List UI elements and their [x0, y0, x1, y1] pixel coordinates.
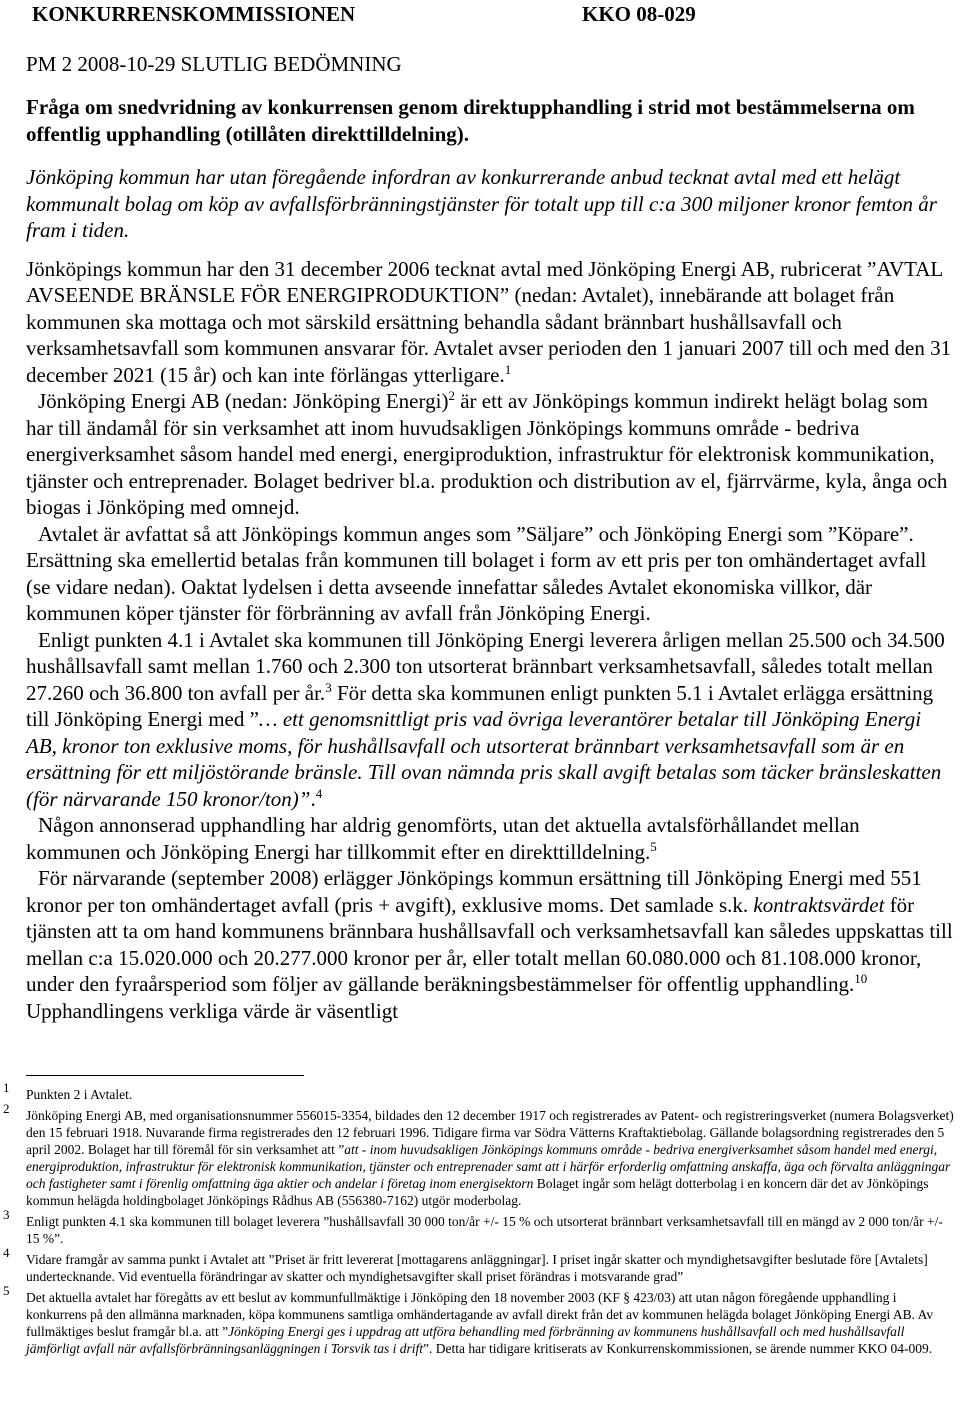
summary-paragraph: Jönköping kommun har utan föregående infordran av konkurrerande anbud tecknat avtal med ett helägt kommunalt bolag om köp av avfallsförbränningstjänster för totalt upp till c:a 300 miljoner kronor femton år fram i tiden. — [26, 165, 937, 242]
footnote-ref[interactable]: 4 — [315, 785, 323, 801]
footnote-2: 2 Jönköping Energi AB, med organisationsnummer 556015-3354, bildades den 12 december 1917 och registrerades av Patent- och registreringsverket (numera Bolagsverket) den 15 februari 1918. Nuvarande firma registrerades den 12 februari 1996. Tidigare firma var Södra Vätterns Kraftaktiebolag. Gällande bolagsordning registrerades den 5 april 2002. Bolaget har till föremål för sin verksamhet att ”att - inom huvudsakligen Jönköpings kommuns område - bedriva energiverksamhet såsom handel med energi, energiproduktion, infrastruktur för elektronisk kommunikation, tjänster och entreprenader samt att i härför erforderlig omfattning anskaffa, äga och förvalta anläggningar och fastigheter samt i förenlig omfattning äga aktier och andelar i företag inom energisektorn Bolaget ingår som helägt dotterbolag i en koncern där det av Jönköpings kommun helägda holdingbolaget Jönköpings Rådhus AB (556380-7162) utgör moderbolag. — [3, 1101, 954, 1208]
footnote-3: 3 Enligt punkten 4.1 ska kommunen till bolaget leverera ”hushållsavfall 30 000 ton/år +/- 15 % och utsorterat brännbart verksamhetsavfall till en mängd av 2 000 ton/år +/- 15 %”. — [3, 1207, 943, 1246]
footnote-number: 1 — [3, 1080, 10, 1095]
footnote-1: 1 Punkten 2 i Avtalet. — [3, 1080, 133, 1102]
footnote-number: 5 — [3, 1283, 10, 1298]
main-text — [26, 164, 956, 1024]
paragraph-2: Jönköping Energi AB (nedan: Jönköping Energi)$^2$ är ett av Jönköpings kommun indirekt helägt bolag som har till ändamål för sin verksamhet att inom huvudsakligen Jönköpings kommuns område - bedriva energiverksamhet såsom handel med energi, energiproduktion, infrastruktur för elektronisk kommunikation, tjänster och entreprenader. Bolaget bedriver bl.a. produktion och distribution av el, fjärrvärme, kyla, ånga och biogas i Jönköping med omnejd. — [26, 388, 948, 519]
paragraph-6: För närvarande (september 2008) erlägger Jönköpings kommun ersättning till Jönköping Energi med 551 kronor per ton omhändertaget avfall (pris + avgift), exklusive moms. Det samlade s.k. kontraktsvärdet för tjänsten att ta om hand kommunens brännbara hushållsavfall och verksamhetsavfall kan således uppskattas till mellan c:a 15.020.000 och 20.277.000 kronor per år, eller totalt mellan 60.080.000 och 81.108.000 kronor, under den fyraårsperiod som följer av gällande beräkningsbestämmelser för offentlig upphandling.$^{10}$ Upphandlingens verkliga värde är väsentligt — [26, 866, 953, 1023]
footnote-ref[interactable]: 2 — [448, 388, 455, 403]
footnote-ref[interactable]: 5 — [650, 838, 657, 854]
footnote-ref[interactable]: 10 — [854, 971, 868, 986]
footnote-number: 4 — [3, 1245, 10, 1260]
header-org: KONKURRENSKOMMISSIONEN — [32, 2, 356, 26]
question-heading: Fråga om snedvridning av konkurrensen genom direktupphandling i strid mot bestämmelserna om offentlig upphandling (otillåten direkttilldelning). — [26, 95, 915, 146]
footnote-number: 3 — [3, 1207, 10, 1222]
footnote-ref[interactable]: 3 — [325, 679, 332, 695]
header-case-number: KKO 08-029 — [582, 2, 696, 26]
paragraph-1: Jönköpings kommun har den 31 december 2006 tecknat avtal med Jönköping Energi AB, rubricerat ”AVTAL AVSEENDE BRÄNSLE FÖR ENERGIPRODUKTION” (nedan: Avtalet), innebärande att bolaget från kommunen ska mottaga och mot särskild ersättning behandla sådant brännbart hushållsavfall och verksamhetsavfall som kommunen ansvarar för. Avtalet avser perioden den 1 januari 2007 till och med den 31 december 2021 (15 år) och kan inte förlängas ytterligare.$^1$ — [26, 256, 952, 387]
quote-italic: … ett genomsnittligt pris vad övriga leverantörer betalar till Jönköping Energi AB, kronor ton exklusive moms, för hushållsavfall och utsorterat brännbart verksamhetsavfall som är en ersättning för ett miljöstörande bränsle. Till ovan nämnda pris skall avgift betalas som täcker bränsleskatten (för närvarande 150 kronor/ton)” — [26, 707, 942, 811]
paragraph-5: Någon annonserad upphandling har aldrig genomförts, utan det aktuella avtalsförhållandet mellan kommunen och Jönköping Energi har tillkommit efter en direkttilldelning.$^5$ — [26, 813, 860, 864]
footnotes — [0, 1080, 960, 1361]
pm-line: PM 2 2008-10-29 SLUTLIG BEDÖMNING — [26, 52, 402, 76]
paragraph-4: Enligt punkten 4.1 i Avtalet ska kommunen till Jönköping Energi leverera årligen mellan 25.500 och 34.500 hushållsavfall samt mellan 1.760 och 2.300 ton utsorterat brännbart verksamhetsavfall, således totalt mellan 27.260 och 36.800 ton avfall per år.$^3$ För detta ska kommunen enligt punkten 5.1 i Avtalet erlägga ersättning till Jönköping Energi med ”… ett genomsnittligt pris vad övriga leverantörer betalar till Jönköping Energi AB, kronor ton exklusive moms, för hushållsavfall och utsorterat brännbart verksamhetsavfall som är en ersättning för ett miljöstörande bränsle. Till ovan nämnda pris skall avgift betalas som täcker bränsleskatten (för närvarande 150 kronor/ton)”.$^4$ — [26, 627, 945, 811]
term-italic: kontraktsvärdet — [753, 892, 885, 917]
footnote-5: 5 Det aktuella avtalet har föregåtts av ett beslut av kommunfullmäktige i Jönköping den 18 november 2003 (KF § 423/03) att utan någon föregående upphandling i konkurrens på den allmänna marknaden, köpa kommunens samtliga omhändertagande av avfall direkt från det av kommunen helägda bolaget Jönköping Energi AB. Av fullmäktiges beslut framgår bl.a. att ”Jönköping Energi ges i uppdrag att utföra behandling med förbränning av kommunens hushållsavfall och med hushållsavfall jämförligt avfall när avfallsförbränningsanläggningen i Torsvik tas i drift”. Detta har tidigare kritiserats av Konkurrenskommissionen, se ärende nummer KKO 04-009. — [3, 1283, 934, 1356]
footnote-divider — [26, 1075, 304, 1076]
footnote-ref[interactable]: 1 — [504, 361, 512, 377]
paragraph-3: Avtalet är avfattat så att Jönköpings kommun anges som ”Säljare” och Jönköping Energi som ”Köpare”. Ersättning ska emellertid betalas från kommunen till bolaget i form av ett pris per ton omhändertaget avfall (se vidare nedan). Oaktat lydelsen i detta avseende innefattar således Avtalet ekonomiska villkor, där kommunen köper tjänster för förbränning av avfall från Jönköping Energi. — [26, 521, 927, 625]
footnote-4: 4 Vidare framgår av samma punkt i Avtalet att ”Priset är fritt levererat [mottagarens anläggningar]. I priset ingår skatter och myndighetsavgifter beslutade före [Avtalets] undertecknande. Vid eventuella förändringar av skatter och myndighetsavgifter skall priset förändras i motsvarande grad” — [3, 1245, 928, 1284]
footnote-number: 2 — [3, 1101, 10, 1116]
